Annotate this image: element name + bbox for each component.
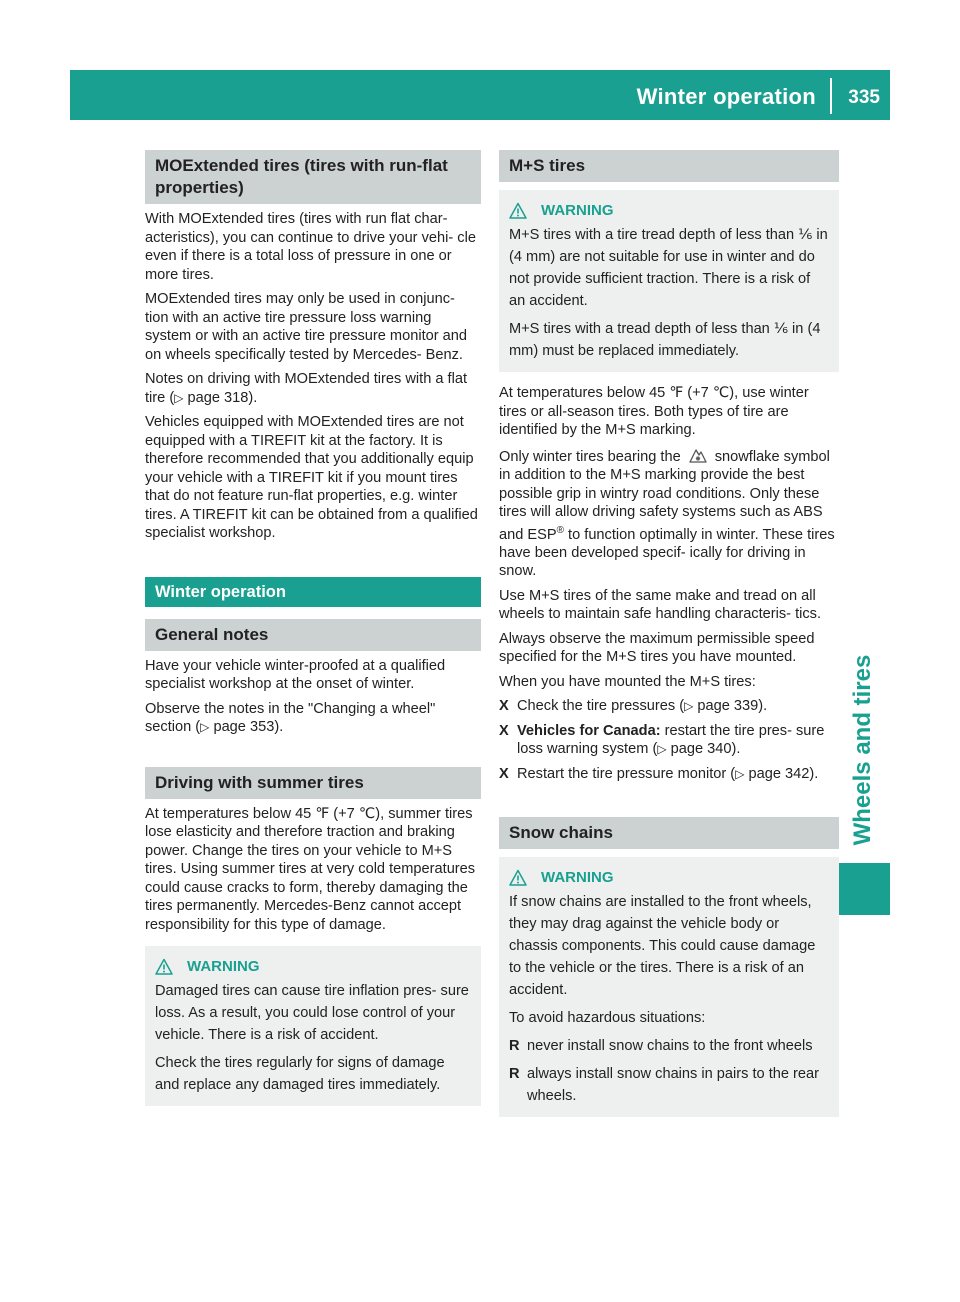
warning-triangle-icon [509, 202, 527, 220]
instruction-step: X Restart the tire pressure monitor (▷ page 342). [499, 765, 819, 782]
left-column [145, 150, 481, 1106]
ms-tires-paragraph-5: When you have mounted the M+S tires: [499, 673, 756, 690]
general-notes-paragraph-1: Have your vehicle winter-proofed at a qualified specialist workshop at the onset of winter. [145, 657, 446, 692]
chapter-tab-block [836, 863, 890, 915]
heading-winter-operation: Winter operation [145, 577, 481, 607]
ms-tires-paragraph-1: At temperatures below 45 ℉ (+7 ℃), use winter tires or all-season tires. Both types of tire are identified by the M+S marking. [499, 385, 809, 438]
page-link[interactable]: page 353 [213, 719, 275, 735]
right-column [499, 150, 839, 1117]
step-arrow-icon: X [499, 765, 509, 782]
warning-header [155, 956, 471, 978]
heading-snow-chains: Snow chains [499, 817, 839, 849]
ref-arrow-icon: ▷ [174, 390, 184, 405]
warning-label: WARNING [541, 869, 614, 887]
warning-text: M+S tires with a tread depth of less than ⅙ in (4 mm) must be replaced immediately. [509, 321, 821, 359]
page-link[interactable]: page 318 [187, 389, 249, 406]
step-arrow-icon: X [499, 698, 509, 715]
warning-header [509, 200, 829, 222]
general-notes-paragraph-2: Observe the notes in the "Changing a wheel" section (▷ page 353). [145, 700, 436, 735]
section-title: Winter operation [636, 84, 816, 109]
ms-tires-paragraph-3: Use M+S tires of the same make and tread on all wheels to maintain safe handling characteris- tics. [499, 587, 822, 623]
warning-text: Damaged tires can cause tire inflation pres- sure loss. As a result, you could lose control of your vehicle. There is a risk of accident. [155, 983, 469, 1043]
header-divider [830, 78, 832, 114]
ref-arrow-icon: ▷ [657, 742, 667, 757]
warning-triangle-icon [509, 869, 527, 887]
instruction-step: X Check the tire pressures (▷ page 339). [499, 698, 768, 715]
page-link[interactable]: page 342 [748, 765, 810, 782]
moextended-paragraph-4: Vehicles equipped with MOExtended tires are not equipped with a TIREFIT kit at the factory. It is therefore recommended that you additionally equip your vehicle with a TIREFIT kit if you mount tires that do not feature run-flat properties, e.g. winter tires. A TIREFIT kit can be obtained from a qualified specialist workshop. [145, 414, 478, 541]
warning-triangle-icon [155, 958, 173, 976]
warning-box-snow-chains [499, 857, 839, 1117]
heading-general-notes: General notes [145, 619, 481, 651]
spacer [145, 543, 481, 577]
summer-tires-paragraph-1: At temperatures below 45 ℉ (+7 ℃), summer tires lose elasticity and therefore traction and braking power. Change the tires on your vehicle to M+S tires. Using summer tires at very cold temperatures could cause cracks to form, thereby damaging the tires permanently. Mercedes-Benz cannot accept responsibility for this type of damage. [145, 805, 476, 933]
heading-summer-tires: Driving with summer tires [145, 767, 481, 799]
moextended-paragraph-3: Notes on driving with MOExtended tires with a flat tire (▷ page 318). [145, 371, 468, 406]
warning-box-summer [145, 946, 481, 1106]
warning-box-ms [499, 190, 839, 372]
moextended-paragraph-2: MOExtended tires may only be used in conjunc- tion with an active tire pressure loss warning system or with an active tire pressure monitor and on wheels specifically tested by Mercedes- Benz. [145, 291, 468, 363]
warning-label: WARNING [541, 202, 614, 219]
spacer [145, 934, 481, 946]
spacer [145, 607, 481, 619]
warning-label: WARNING [187, 958, 260, 975]
warning-text: To avoid hazardous situations: [509, 1010, 706, 1027]
page-link[interactable]: page 339 [697, 698, 759, 715]
snowflake-mountain-icon [689, 446, 707, 464]
warning-header [509, 867, 829, 889]
warning-text: Check the tires regularly for signs of damage and replace any damaged tires immediately. [155, 1055, 445, 1093]
heading-moextended: MOExtended tires (tires with run-flat properties) [145, 150, 481, 204]
page-number: 335 [848, 87, 880, 108]
spacer [499, 849, 839, 857]
list-item: R never install snow chains to the front wheels [509, 1035, 829, 1057]
ref-arrow-icon: ▷ [684, 699, 694, 714]
warning-text: If snow chains are installed to the front wheels, they may drag against the vehicle body or chassis components. This could cause damage to the vehicle or the tires. There is a risk of an accident. [509, 894, 816, 999]
moextended-paragraph-1: With MOExtended tires (tires with run flat char- acteristics), you can continue to drive your vehi- cle even if there is a total loss of pressure in one or more tires. [145, 211, 476, 283]
ms-tires-paragraph-4: Always observe the maximum permissible speed specified for the M+S tires you have mounted. [499, 630, 815, 666]
chapter-tab [836, 590, 890, 910]
spacer [145, 737, 481, 767]
page-header [70, 70, 890, 120]
ms-tires-paragraph-2: Only winter tires bearing the snowflake symbol in addition to the M+S marking provide the best possible grip in wintry road conditions. Only these tires will allow driving safety systems such as ABS and ESP® to function optimally in winter. These tires have been developed specif- ically for driving in snow. [499, 446, 839, 581]
heading-ms-tires: M+S tires [499, 150, 839, 182]
instruction-step: X Vehicles for Canada: restart the tire pres- sure loss warning system (▷ page 340). [499, 722, 825, 758]
chapter-tab-label: Wheels and tires [849, 654, 876, 846]
bullet-icon: R [509, 1066, 520, 1083]
ref-arrow-icon: ▷ [200, 720, 210, 734]
ref-arrow-icon: ▷ [735, 766, 745, 781]
bullet-icon: R [509, 1038, 520, 1055]
spacer [499, 182, 839, 190]
list-item: R always install snow chains in pairs to the rear wheels. [509, 1063, 829, 1107]
step-arrow-icon: X [499, 722, 509, 739]
spacer [499, 783, 839, 817]
page-link[interactable]: page 340 [670, 741, 732, 758]
warning-text: M+S tires with a tire tread depth of less than ⅙ in (4 mm) are not suitable for use in winter and do not provide sufficient traction. There is a risk of an accident. [509, 227, 828, 309]
